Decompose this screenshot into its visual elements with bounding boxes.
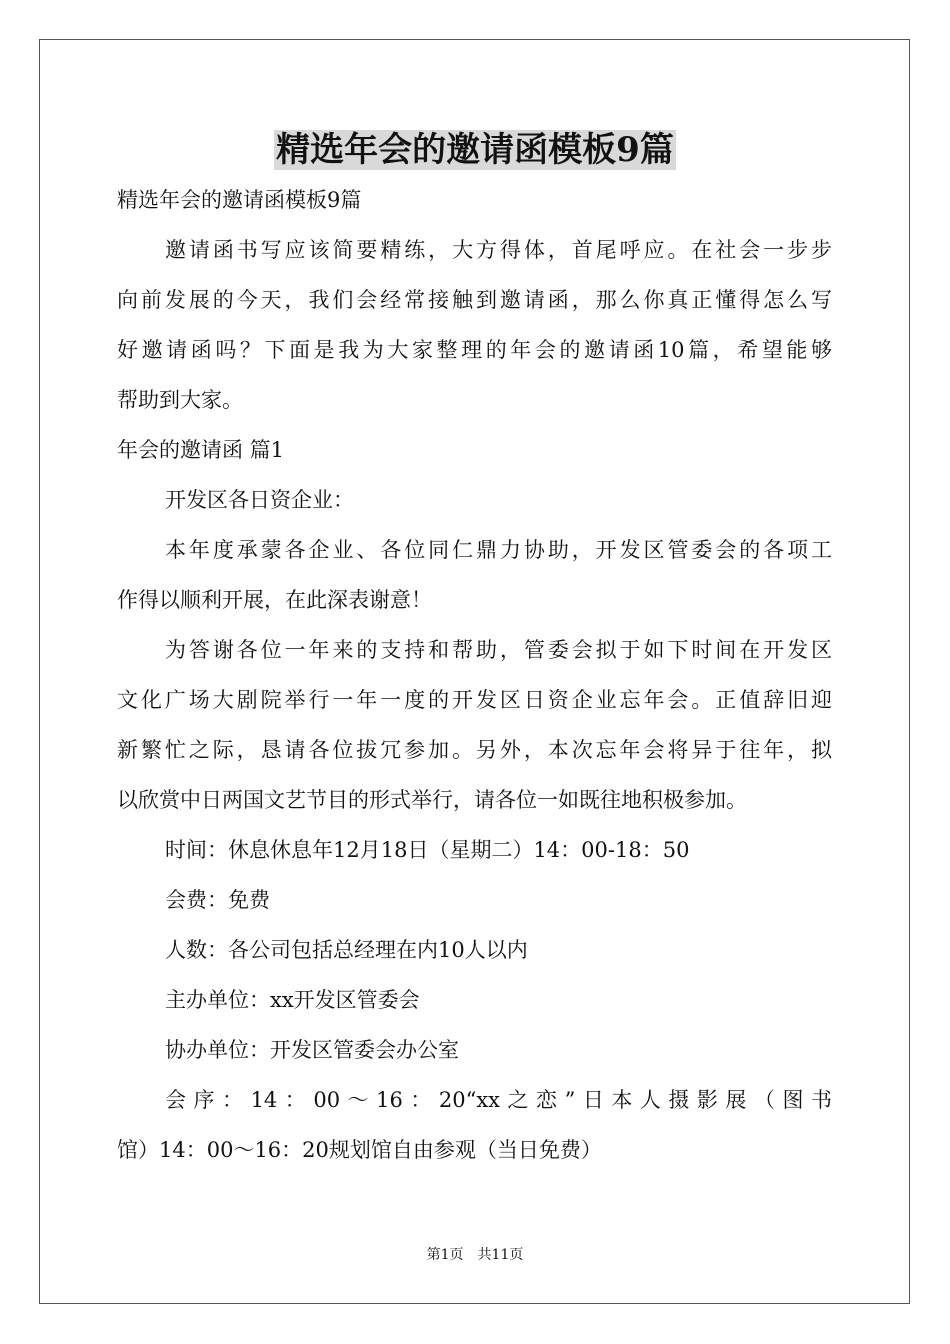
section-heading: 年会的邀请函 篇1 xyxy=(117,438,285,462)
detail-co-organizer: 协办单位：开发区管委会办公室 xyxy=(165,1038,459,1062)
detail-organizer: 主办单位：xx开发区管委会 xyxy=(165,988,420,1012)
paragraph-line: 新繁忙之际，恳请各位拔冗参加。另外，本次忘年会将异于往年，拟 xyxy=(117,738,832,762)
detail-attendees: 人数：各公司包括总经理在内10人以内 xyxy=(165,938,528,962)
paragraph-line: 文化广场大剧院举行一年一度的开发区日资企业忘年会。正值辞旧迎 xyxy=(117,688,832,712)
detail-fee: 会费：免费 xyxy=(165,888,270,912)
page-number: 第1页 共11页 xyxy=(426,1247,524,1263)
document-subtitle: 精选年会的邀请函模板9篇 xyxy=(117,188,362,212)
document-title xyxy=(0,128,950,172)
paragraph-line: 本年度承蒙各企业、各位同仁鼎力协助，开发区管委会的各项工 xyxy=(165,538,832,562)
paragraph-line: 向前发展的今天，我们会经常接触到邀请函，那么你真正懂得怎么写 xyxy=(117,288,832,312)
paragraph-line: 帮助到大家。 xyxy=(117,388,243,412)
paragraph-line: 邀请函书写应该简要精练，大方得体，首尾呼应。在社会一步步 xyxy=(165,238,832,262)
paragraph-line: 作得以顺利开展，在此深表谢意！ xyxy=(117,588,432,612)
detail-program: 会序：14：00～16：20“xx之恋”日本人摄影展（图书 xyxy=(165,1088,832,1112)
paragraph-line: 以欣赏中日两国文艺节目的形式举行，请各位一如既往地积极参加。 xyxy=(117,788,747,812)
salutation: 开发区各日资企业： xyxy=(165,488,354,512)
paragraph-line: 好邀请函吗？下面是我为大家整理的年会的邀请函10篇，希望能够 xyxy=(117,338,832,362)
paragraph-line: 为答谢各位一年来的支持和帮助，管委会拟于如下时间在开发区 xyxy=(165,638,832,662)
detail-time: 时间：休息休息年12月18日（星期二）14：00-18：50 xyxy=(165,838,690,862)
detail-program-continued: 馆）14：00～16：20规划馆自由参观（当日免费） xyxy=(117,1138,602,1162)
title-text: 精选年会的邀请函模板9篇 xyxy=(276,130,674,170)
